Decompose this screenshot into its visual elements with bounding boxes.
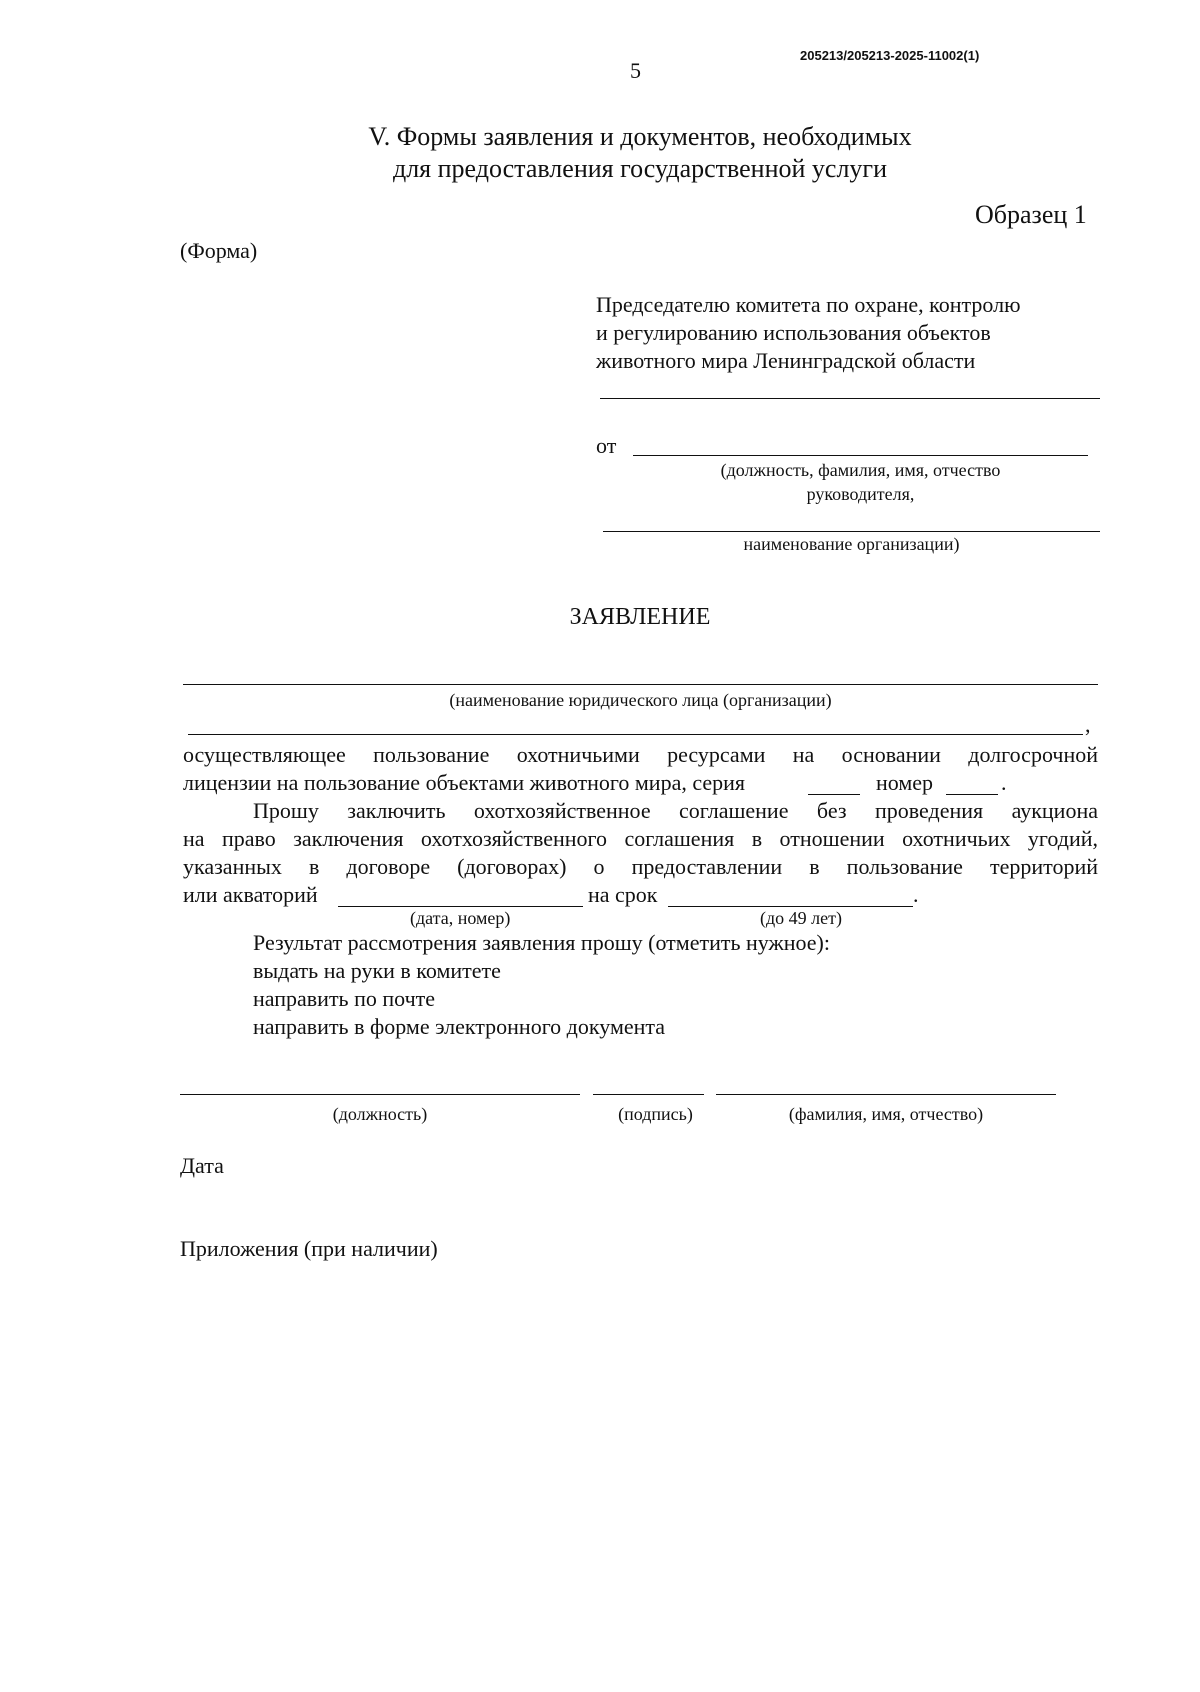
body-line2-part2: номер — [876, 770, 934, 795]
organization-blank-line[interactable] — [603, 531, 1100, 532]
date-label: Дата — [180, 1153, 224, 1178]
legal-entity-caption: (наименование юридического лица (организации) — [449, 690, 832, 710]
request-line2: на право заключения охотхозяйственного соглашения в отношении охотничьих угодий, — [183, 826, 1098, 851]
organization-caption: наименование организации) — [743, 534, 960, 554]
request-line4-part2: на срок — [588, 882, 658, 907]
result-line: Результат рассмотрения заявления прошу (отметить нужное): — [253, 930, 830, 955]
addressee-line3: животного мира Ленинградской области — [596, 348, 976, 373]
option-by-mail[interactable]: направить по почте — [253, 986, 436, 1011]
body-line1: осуществляющее пользование охотничьими ресурсами на основании долгосрочной — [183, 742, 1098, 767]
full-name-caption: (фамилия, имя, отчество) — [788, 1104, 984, 1124]
request-line1: Прошу заключить охотхозяйственное соглашение без проведения аукциона — [253, 798, 1098, 823]
term-blank-line[interactable] — [668, 906, 913, 907]
signature-caption: (подпись) — [618, 1104, 693, 1124]
form-label: (Форма) — [180, 238, 258, 263]
request-line4-part1: или акваторий — [183, 882, 318, 907]
sample-label: Образец 1 — [975, 200, 1087, 229]
body-line2-part1: лицензии на пользование объектами животного мира, серия — [183, 770, 746, 795]
page-number: 5 — [630, 58, 641, 83]
from-caption-line2: руководителя, — [806, 484, 915, 504]
date-number-blank-line[interactable] — [338, 906, 583, 907]
position-caption: (должность) — [332, 1104, 428, 1124]
full-name-blank-line[interactable] — [716, 1094, 1056, 1095]
option-electronic[interactable]: направить в форме электронного документа — [253, 1014, 666, 1039]
addressee-line2: и регулированию использования объектов — [596, 320, 991, 345]
section-title-line1: V. Формы заявления и документов, необходимых — [368, 122, 912, 151]
statement-title: ЗАЯВЛЕНИЕ — [569, 604, 711, 630]
legal-entity-blank-line[interactable] — [183, 684, 1098, 685]
series-blank-line[interactable] — [808, 794, 860, 795]
addressee-blank-line[interactable] — [600, 398, 1100, 399]
from-blank-line[interactable] — [633, 455, 1088, 456]
attachments-label: Приложения (при наличии) — [180, 1236, 438, 1261]
document-code: 205213/205213-2025-11002(1) — [800, 48, 980, 63]
addressee-line1: Председателю комитета по охране, контролю — [596, 292, 1021, 317]
body-line2-end: . — [1001, 770, 1007, 795]
term-caption: (до 49 лет) — [760, 908, 842, 928]
option-in-person[interactable]: выдать на руки в комитете — [253, 958, 501, 983]
comma: , — [1085, 712, 1091, 737]
from-label: от — [596, 433, 617, 458]
from-caption-line1: (должность, фамилия, имя, отчество — [720, 460, 1001, 480]
request-line3: указанных в договоре (договорах) о предоставлении в пользование территорий — [183, 854, 1098, 879]
signature-blank-line[interactable] — [593, 1094, 704, 1095]
date-number-caption: (дата, номер) — [410, 908, 511, 928]
legal-entity-blank-line-2[interactable] — [188, 734, 1083, 735]
section-title-line2: для предоставления государственной услуги — [392, 154, 888, 183]
request-line4-end: . — [913, 882, 919, 907]
position-blank-line[interactable] — [180, 1094, 580, 1095]
number-blank-line[interactable] — [946, 794, 998, 795]
